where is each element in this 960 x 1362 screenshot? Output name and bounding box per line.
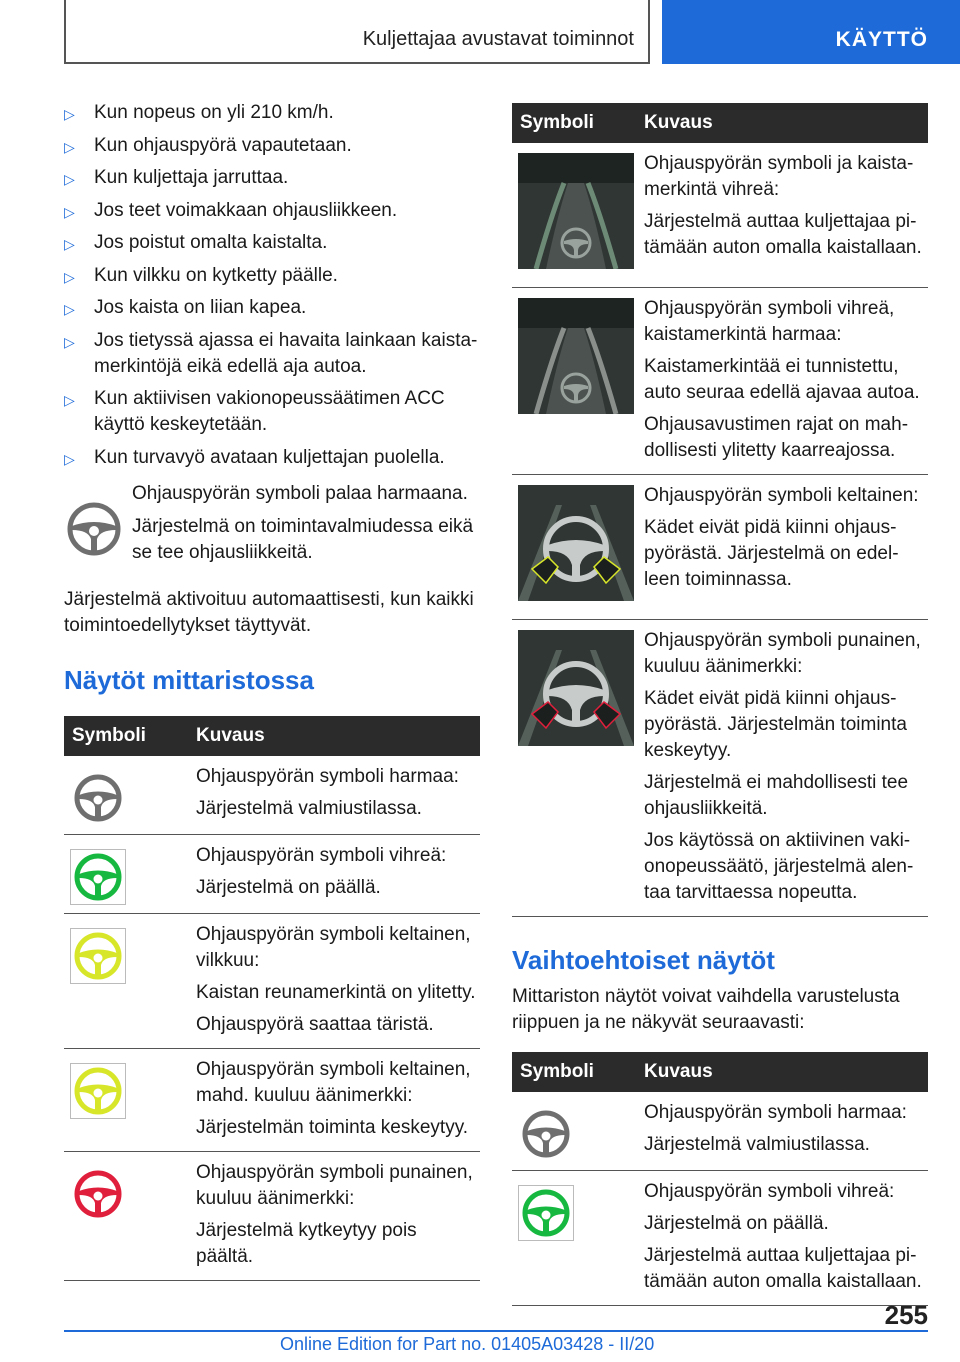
list-item-text: Kun vilkku on kytketty päälle.	[94, 264, 338, 286]
bullet-triangle-icon: ▷	[64, 333, 75, 350]
list-item-text: Kun nopeus on yli 210 km/h.	[94, 102, 334, 123]
description-cell	[634, 1171, 928, 1306]
bullet-triangle-icon: ▷	[64, 392, 75, 408]
footer-edition[interactable]: Online Edition for Part no. 01405A03428 - II/20	[280, 1334, 655, 1354]
description-line: Ohjauspyörä saattaa täristä.	[196, 1013, 434, 1035]
lane-gray-markings-icon	[518, 298, 634, 422]
description-cell	[634, 288, 928, 475]
symbol-cell	[512, 620, 634, 917]
alternative-displays-intro: Mittariston näytöt voivat vaihdella varustelusta riippuen ja ne näkyvät seuraavasti:	[512, 986, 900, 1033]
description-cell	[634, 143, 928, 288]
description-cell	[186, 1048, 480, 1151]
symbol-cell	[512, 475, 634, 620]
list-item	[64, 100, 480, 126]
description-line: Ohjauspyörän symboli keltainen, mahd. kuuluu äänimerkki:	[196, 1058, 471, 1106]
steering-wheel-green-icon	[518, 1185, 574, 1249]
hands-on-wheel-yellow-icon	[518, 485, 634, 609]
col-header-symbol: Symboli	[64, 716, 186, 756]
steering-wheel-gray-icon	[518, 1106, 574, 1170]
col-header-description: Kuvaus	[634, 1052, 928, 1092]
list-item-text: Kun ohjauspyörä vapautetaan.	[94, 134, 352, 156]
description-line: Ohjauspyörän symboli ja kaistamerkintä vihreä:	[644, 153, 914, 200]
symbol-cell	[64, 1048, 186, 1151]
description-line: Järjestelmä on päällä.	[644, 1213, 829, 1234]
list-item-text: Jos poistut omalta kaistalta.	[94, 232, 328, 253]
table-row	[64, 1151, 480, 1280]
list-item	[64, 263, 480, 289]
list-item-text: Kun kuljettaja jarruttaa.	[94, 167, 289, 188]
description-line: Ohjauspyörän symboli harmaa:	[644, 1102, 907, 1123]
table-row	[64, 913, 480, 1048]
table-row	[512, 620, 928, 917]
lane-green-markings-icon	[518, 153, 634, 277]
steering-wheel-gray-icon	[70, 770, 126, 834]
description-line: Kaistan reunamerkintä on ylitetty.	[196, 981, 476, 1003]
symbol-cell	[64, 756, 186, 835]
cluster-symbol-table	[64, 716, 480, 1281]
page-number: 255	[884, 1300, 928, 1330]
symbol-cell	[512, 143, 634, 288]
description-line: Ohjauspyörän symboli harmaa:	[196, 765, 459, 787]
description-cell	[186, 834, 480, 913]
steering-wheel-green-icon	[70, 849, 126, 913]
section-title: Kuljettajaa avustavat toiminnot	[362, 28, 634, 50]
table-row	[64, 834, 480, 913]
table-row	[512, 288, 928, 475]
bullet-triangle-icon: ▷	[64, 268, 75, 285]
description-line: Järjestelmä on päällä.	[196, 876, 381, 898]
list-item	[64, 198, 480, 224]
hud-symbol-table	[512, 103, 928, 917]
chapter-title: KÄYTTÖ	[835, 28, 928, 51]
description-line: Ohjauspyörän symboli punainen, kuuluu äänimerkki:	[196, 1161, 473, 1209]
footer-divider	[64, 1330, 928, 1332]
symbol-cell	[64, 913, 186, 1048]
symbol-cell	[512, 288, 634, 475]
header-section-box	[64, 0, 650, 64]
bullet-triangle-icon: ▷	[64, 236, 75, 252]
list-item-text: Jos tietyssä ajassa ei havaita lainkaan kaistamerkintöjä eikä edellä aja autoa.	[94, 329, 478, 377]
right-column	[512, 103, 928, 1306]
description-line: Järjestelmä auttaa kuljettajaa pitämään auton omalla kaistallaan.	[644, 1245, 922, 1292]
table-row	[512, 143, 928, 288]
steering-wheel-yellow-icon	[70, 1063, 126, 1127]
standby-note-text	[132, 481, 480, 573]
description-line: Järjestelmän toiminta keskeytyy.	[196, 1116, 469, 1138]
description-line: Järjestelmä auttaa kuljettajaa pitämään auton omalla kaistallaan.	[644, 211, 922, 258]
description-line: Ohjauspyörän symboli keltainen, vilkkuu:	[196, 923, 471, 971]
symbol-cell	[512, 1171, 634, 1306]
list-item	[64, 445, 480, 471]
list-item-text: Jos kaista on liian kapea.	[94, 297, 307, 318]
description-line: Järjestelmä valmiustilassa.	[196, 797, 422, 819]
steering-wheel-red-icon	[70, 1166, 126, 1230]
description-line: Ohjauspyörän symboli vihreä:	[196, 844, 447, 866]
condition-list	[64, 100, 480, 471]
heading-alternative-displays: Vaihtoehtoiset näytöt	[512, 945, 775, 975]
description-cell	[186, 756, 480, 835]
col-header-description: Kuvaus	[186, 716, 480, 756]
description-line: Järjestelmä ei mahdollisesti tee ohjausliikkeitä.	[644, 772, 909, 819]
list-item	[64, 328, 480, 380]
col-header-symbol: Symboli	[512, 1052, 634, 1092]
description-cell	[634, 475, 928, 620]
alternative-symbol-table	[512, 1052, 928, 1306]
table-row	[512, 475, 928, 620]
description-line: Ohjauspyörän symboli punainen, kuuluu äänimerkki:	[644, 630, 921, 677]
note-line: Ohjauspyörän symboli palaa harmaana.	[132, 482, 468, 504]
description-line: Kädet eivät pidä kiinni ohjauspyörästä. Järjestelmän toiminta keskeytyy.	[644, 688, 907, 761]
list-item	[64, 165, 480, 191]
description-line: Kädet eivät pidä kiinni ohjauspyörästä. Järjestelmä on edelleen toiminnassa.	[644, 517, 899, 590]
description-line: Jos käytössä on aktiivinen vakionopeussäätö, järjestelmä alentaa tarvittaessa nopeutta.	[644, 830, 914, 903]
table-row	[512, 1092, 928, 1171]
list-item	[64, 295, 480, 321]
description-line: Järjestelmä kytkeytyy pois päältä.	[196, 1219, 417, 1267]
steering-wheel-gray-icon	[64, 499, 124, 559]
bullet-triangle-icon: ▷	[64, 171, 75, 187]
activation-paragraph: Järjestelmä aktivoituu automaattisesti, kun kaikki toimintoedellytykset täyttyvät.	[64, 588, 474, 636]
description-line: Kaistamerkintää ei tunnistettu, auto seuraa edellä ajavaa autoa.	[644, 356, 920, 403]
table-row	[64, 756, 480, 835]
left-column	[64, 100, 480, 1281]
description-cell	[634, 620, 928, 917]
bullet-triangle-icon: ▷	[64, 106, 75, 122]
steering-wheel-yellow-icon	[70, 928, 126, 992]
list-item	[64, 133, 480, 159]
symbol-cell	[64, 834, 186, 913]
hands-on-wheel-red-icon	[518, 630, 634, 754]
list-item	[64, 386, 480, 438]
col-header-description: Kuvaus	[634, 103, 928, 143]
table-row	[64, 1048, 480, 1151]
description-cell	[186, 1151, 480, 1280]
list-item-text: Kun aktiivisen vakionopeussäätimen ACC käyttö keskeytetään.	[94, 388, 445, 435]
symbol-cell	[512, 1092, 634, 1171]
table-row	[512, 1171, 928, 1306]
bullet-triangle-icon: ▷	[64, 301, 75, 317]
list-item	[64, 230, 480, 256]
bullet-triangle-icon: ▷	[64, 450, 75, 467]
col-header-symbol: Symboli	[512, 103, 634, 143]
list-item-text: Jos teet voimakkaan ohjausliikkeen.	[94, 199, 398, 221]
list-item-text: Kun turvavyö avataan kuljettajan puolella.	[94, 446, 445, 468]
bullet-triangle-icon: ▷	[64, 203, 75, 220]
description-line: Ohjauspyörän symboli vihreä:	[644, 1181, 895, 1202]
description-line: Ohjauspyörän symboli vihreä, kaistamerkintä harmaa:	[644, 298, 895, 345]
description-line: Ohjauspyörän symboli keltainen:	[644, 485, 919, 506]
description-line: Ohjausavustimen rajat on mahdollisesti ylitetty kaarreajossa.	[644, 414, 909, 461]
symbol-cell	[64, 1151, 186, 1280]
description-line: Järjestelmä valmiustilassa.	[644, 1134, 870, 1155]
description-cell	[186, 913, 480, 1048]
heading-cluster-displays: Näytöt mittaristossa	[64, 664, 314, 695]
header-chapter-tab[interactable]	[662, 0, 960, 64]
bullet-triangle-icon: ▷	[64, 138, 75, 155]
standby-note	[64, 481, 480, 573]
note-line: Järjestelmä on toimintavalmiudessa eikä se tee ohjausliikkeitä.	[132, 515, 474, 563]
description-cell	[634, 1092, 928, 1171]
